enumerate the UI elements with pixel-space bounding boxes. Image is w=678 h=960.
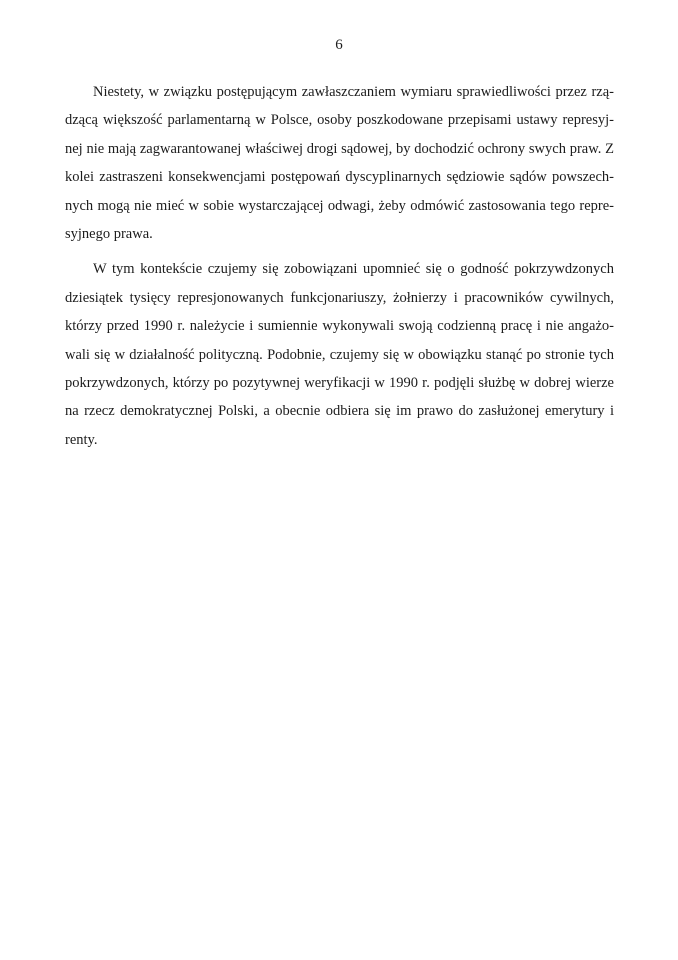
text-line: syjnego prawa.	[65, 226, 153, 243]
text-line: którzy przed 1990 r. należycie i sumiennie wykonywali swoją codzienną pracę i nie angażo-	[65, 318, 614, 335]
text-block	[65, 78, 614, 454]
text-line: renty.	[65, 431, 98, 448]
text-line: nych mogą nie mieć w sobie wystarczającej odwagi, żeby odmówić zastosowania tego repre-	[65, 197, 614, 214]
page-number: 6	[335, 37, 343, 53]
text-line: wali się w działalność polityczną. Podobnie, czujemy się w obowiązku stanąć po stronie tych	[65, 346, 614, 363]
text-line: dziesiątek tysięcy represjonowanych funkcjonariuszy, żołnierzy i pracowników cywilnych,	[65, 289, 614, 306]
paragraph-1	[65, 78, 614, 248]
text-line: nej nie mają zagwarantowanej właściwej drogi sądowej, by dochodzić ochrony swych praw. Z	[65, 140, 614, 157]
text-line: W tym kontekście czujemy się zobowiązani upomnieć się o godność pokrzywdzonych	[93, 261, 614, 278]
text-line: pokrzywdzonych, którzy po pozytywnej weryfikacji w 1990 r. podjęli służbę w dobrej wierze	[65, 375, 614, 392]
text-line: na rzecz demokratycznej Polski, a obecnie odbiera się im prawo do zasłużonej emerytury i	[65, 403, 614, 420]
text-line: kolei zastraszeni konsekwencjami postępowań dyscyplinarnych sędziowie sądów powszech-	[65, 169, 614, 186]
text-line: dzącą większość parlamentarną w Polsce, osoby poszkodowane przepisami ustawy represyj-	[65, 112, 614, 129]
text-line: Niestety, w związku postępującym zawłaszczaniem wymiaru sprawiedliwości przez rzą-	[93, 84, 614, 100]
paragraph-2	[65, 255, 614, 454]
